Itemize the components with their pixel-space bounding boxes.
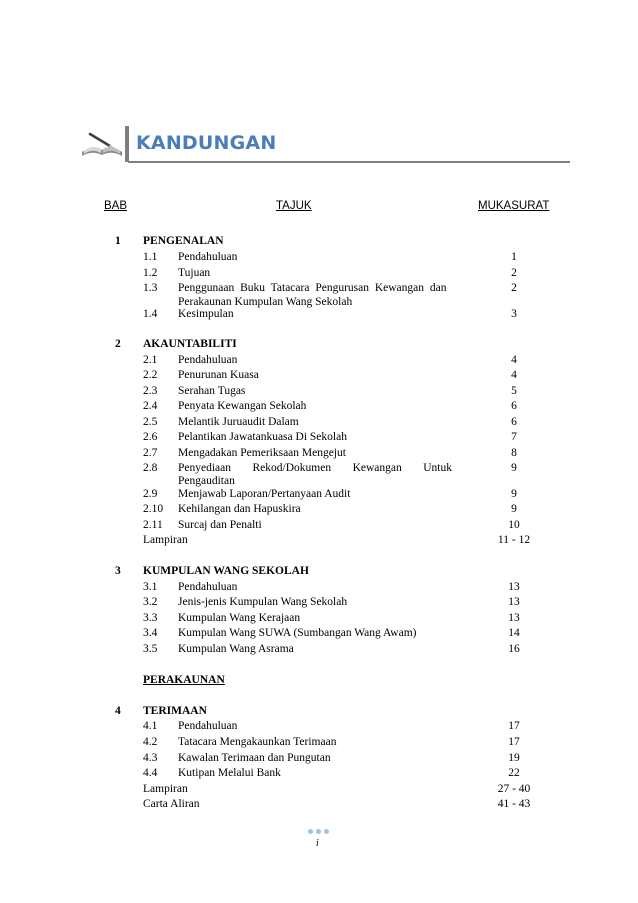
toc-row xyxy=(0,502,638,518)
section-title: Melantik Juruaudit Dalam xyxy=(178,416,299,428)
section-number: 1.2 xyxy=(143,267,158,279)
page-number: 3 xyxy=(511,308,517,320)
section-number: 2.7 xyxy=(143,447,158,459)
toc-row xyxy=(0,580,638,596)
page-number: 11 - 12 xyxy=(497,534,531,546)
page-number: 10 xyxy=(508,519,520,531)
title-word: Rekod/Dokumen xyxy=(252,462,332,474)
title-word: Penyediaan xyxy=(178,462,232,474)
title-word: Untuk xyxy=(423,462,452,474)
section-title: Tatacara Mengakaunkan Terimaan xyxy=(178,736,337,748)
toc-row xyxy=(0,353,638,369)
page-number: 7 xyxy=(511,431,517,443)
chapter-heading xyxy=(0,337,638,353)
section-number: 3.3 xyxy=(143,612,158,624)
section-number: 4.3 xyxy=(143,752,158,764)
chapter-number: 4 xyxy=(115,705,121,717)
column-header-bab: BAB xyxy=(104,200,128,212)
section-number: 2.3 xyxy=(143,385,158,397)
page-number-footer: i xyxy=(316,838,319,849)
section-title: Jenis-jenis Kumpulan Wang Sekolah xyxy=(178,596,348,608)
section-title: Penggunaan Buku Tatacara Pengurusan Kewangan dan xyxy=(178,282,447,294)
toc-row xyxy=(0,797,638,813)
section-number: 2.10 xyxy=(143,503,164,515)
section-title: Kawalan Terimaan dan Pungutan xyxy=(178,752,331,764)
section-title: Tujuan xyxy=(178,267,211,279)
header xyxy=(80,122,570,162)
section-number: 1.4 xyxy=(143,308,158,320)
section-number: 1.3 xyxy=(143,282,158,294)
toc-row xyxy=(0,399,638,415)
page-number: 4 xyxy=(511,354,517,366)
toc-row xyxy=(0,446,638,462)
chapter-title: PENGENALAN xyxy=(143,235,224,247)
page-number: 6 xyxy=(511,416,517,428)
page-number: 2 xyxy=(511,267,517,279)
page-number: 22 xyxy=(508,767,520,779)
toc-row xyxy=(0,368,638,384)
page-number: 8 xyxy=(511,447,517,459)
section-number: 2.1 xyxy=(143,354,158,366)
toc-row xyxy=(0,266,638,282)
part-title: PERAKAUNAN xyxy=(143,674,225,686)
section-title: Kumpulan Wang Asrama xyxy=(178,643,294,655)
flowchart-label: Carta Aliran xyxy=(143,798,200,810)
toc-row xyxy=(0,766,638,782)
page-number: 41 - 43 xyxy=(497,798,531,810)
chapter-number: 2 xyxy=(115,338,121,350)
section-number: 4.4 xyxy=(143,767,158,779)
section-title: Kesimpulan xyxy=(178,308,234,320)
page-number: 2 xyxy=(511,282,517,294)
page-number: 16 xyxy=(508,643,520,655)
section-number: 3.5 xyxy=(143,643,158,655)
header-divider xyxy=(128,161,570,163)
toc-row xyxy=(0,250,638,266)
page-number: 17 xyxy=(508,736,520,748)
toc-row xyxy=(0,487,638,503)
page-number: 14 xyxy=(508,627,520,639)
toc-row xyxy=(0,595,638,611)
section-title: Pendahuluan xyxy=(178,354,238,366)
column-header-mukasurat: MUKASURAT xyxy=(478,200,550,212)
part-heading xyxy=(0,673,638,689)
section-title-continued: Perakaunan Kumpulan Wang Sekolah xyxy=(178,296,353,308)
section-number: 2.8 xyxy=(143,462,158,474)
section-title: Menjawab Laporan/Pertanyaan Audit xyxy=(178,488,351,500)
appendix-label: Lampiran xyxy=(143,783,188,795)
section-number: 2.11 xyxy=(143,519,163,531)
page-number: 13 xyxy=(508,581,520,593)
page-number: 1 xyxy=(511,251,517,263)
toc-row xyxy=(0,719,638,735)
chapter-heading xyxy=(0,234,638,250)
page-number: 4 xyxy=(511,369,517,381)
section-number: 3.4 xyxy=(143,627,158,639)
page-title: KANDUNGAN xyxy=(136,132,277,154)
section-title: Surcaj dan Penalti xyxy=(178,519,262,531)
section-number: 3.1 xyxy=(143,581,158,593)
section-title: Pendahuluan xyxy=(178,581,238,593)
section-number: 3.2 xyxy=(143,596,158,608)
section-number: 4.1 xyxy=(143,720,158,732)
chapter-number: 3 xyxy=(115,565,121,577)
chapter-number: 1 xyxy=(115,235,121,247)
toc-row xyxy=(0,415,638,431)
toc-row xyxy=(0,626,638,642)
section-number: 2.9 xyxy=(143,488,158,500)
toc-row xyxy=(0,533,638,549)
chapter-title: TERIMAAN xyxy=(143,705,207,717)
section-title: Kumpulan Wang Kerajaan xyxy=(178,612,301,624)
toc-row xyxy=(0,518,638,534)
section-title: Kehilangan dan Hapuskira xyxy=(178,503,301,515)
column-header-tajuk: TAJUK xyxy=(276,200,312,212)
page-number: 13 xyxy=(508,612,520,624)
toc-row xyxy=(0,611,638,627)
section-title: Penyata Kewangan Sekolah xyxy=(178,400,307,412)
toc-row xyxy=(0,307,638,323)
title-word: Kewangan xyxy=(352,462,402,474)
section-title: Pendahuluan xyxy=(178,251,238,263)
page-ornament xyxy=(308,829,330,835)
section-title: Mengadakan Pemeriksaan Mengejut xyxy=(178,447,346,459)
section-number: 4.2 xyxy=(143,736,158,748)
toc-row xyxy=(0,751,638,767)
toc-row xyxy=(0,430,638,446)
page-number: 9 xyxy=(511,488,517,500)
section-number: 2.6 xyxy=(143,431,158,443)
section-title: Pendahuluan xyxy=(178,720,238,732)
page-number: 9 xyxy=(511,462,517,474)
page-number: 13 xyxy=(508,596,520,608)
page-number: 17 xyxy=(508,720,520,732)
chapter-heading xyxy=(0,704,638,720)
appendix-label: Lampiran xyxy=(143,534,188,546)
page-number: 9 xyxy=(511,503,517,515)
toc-row xyxy=(0,782,638,798)
section-number: 1.1 xyxy=(143,251,158,263)
section-number: 2.5 xyxy=(143,416,158,428)
header-bar xyxy=(125,126,129,162)
section-title: Kumpulan Wang SUWA (Sumbangan Wang Awam) xyxy=(178,627,417,639)
page-number: 6 xyxy=(511,400,517,412)
section-title: Kutipan Melalui Bank xyxy=(178,767,281,779)
toc-row xyxy=(0,642,638,658)
section-number: 2.4 xyxy=(143,400,158,412)
section-title-continued: Pengauditan xyxy=(178,475,235,487)
page-number: 5 xyxy=(511,385,517,397)
chapter-heading xyxy=(0,564,638,580)
toc-row xyxy=(0,735,638,751)
section-number: 2.2 xyxy=(143,369,158,381)
page-number: 19 xyxy=(508,752,520,764)
section-title: Penurunan Kuasa xyxy=(178,369,259,381)
section-title: Serahan Tugas xyxy=(178,385,246,397)
toc-row xyxy=(0,384,638,400)
chapter-title: AKAUNTABILITI xyxy=(143,338,237,350)
open-book-icon xyxy=(80,130,124,160)
page-number: 27 - 40 xyxy=(497,783,531,795)
chapter-title: KUMPULAN WANG SEKOLAH xyxy=(143,565,309,577)
section-title: Pelantikan Jawatankuasa Di Sekolah xyxy=(178,431,347,443)
